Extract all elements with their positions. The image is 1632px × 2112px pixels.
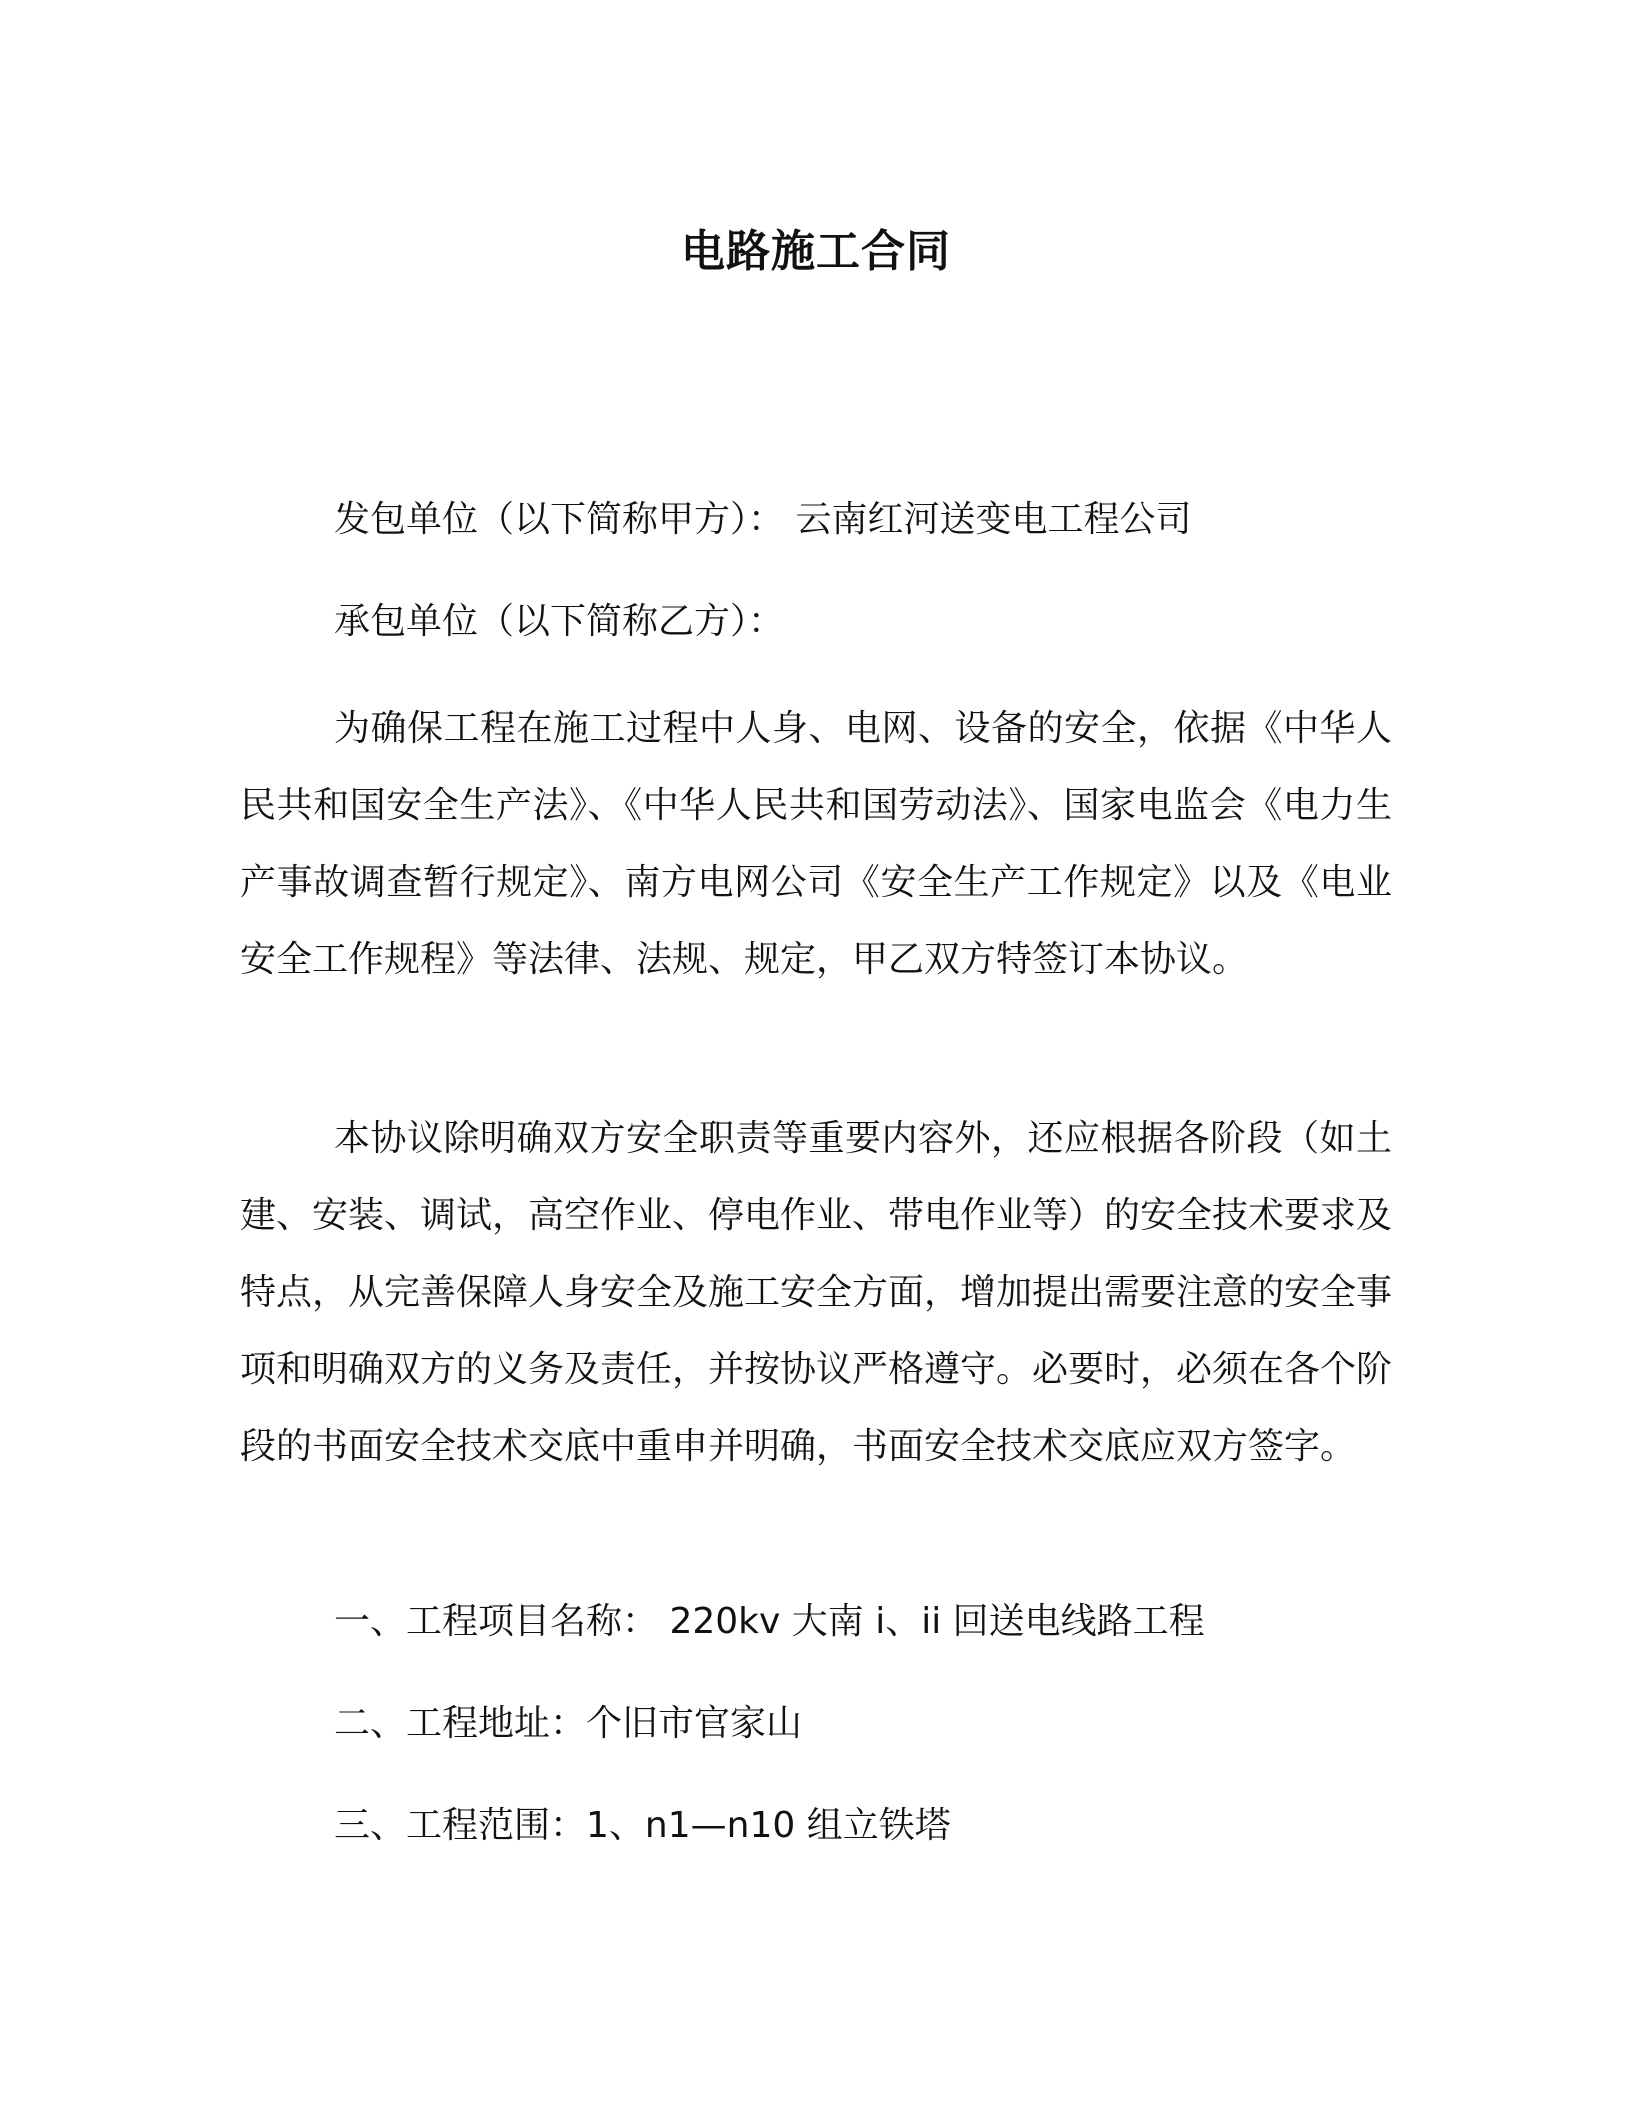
item-project-name: 一、工程项目名称： 220kv 大南 i、ii 回送电线路工程 — [334, 1601, 1205, 1642]
document-title: 电路施工合同 — [681, 226, 951, 277]
party-b-line: 承包单位（以下简称乙方）： — [334, 601, 785, 642]
paragraph-responsibilities: 本协议除明确双方安全职责等重要内容外，还应根据各阶段（如土建、安装、调试，高空作业、停电作业、带电作业等）的安全技术要求及特点，从完善保障人身安全及施工安全方面，增加提出需要注意的安全事项和明确双方的义务及责任，并按协议严格遵守。必要时，必须在各个阶段的书面安全技术交底中重申并明确，书面安全技术交底应双方签字。 — [240, 1118, 1393, 1467]
party-a-line: 发包单位（以下简称甲方）： 云南红河送变电工程公司 — [334, 499, 1192, 540]
item-project-address: 二、工程地址：个旧市官家山 — [334, 1703, 803, 1744]
paragraph-basis: 为确保工程在施工过程中人身、电网、设备的安全，依据《中华人民共和国安全生产法》、《中华人民共和国劳动法》、国家电监会《电力生产事故调查暂行规定》、南方电网公司《安全生产工作规定》以及《电业安全工作规程》等法律、法规、规定，甲乙双方特签订本协议。 — [240, 708, 1392, 980]
item-project-scope: 三、工程范围：1、n1—n10 组立铁塔 — [334, 1805, 951, 1846]
